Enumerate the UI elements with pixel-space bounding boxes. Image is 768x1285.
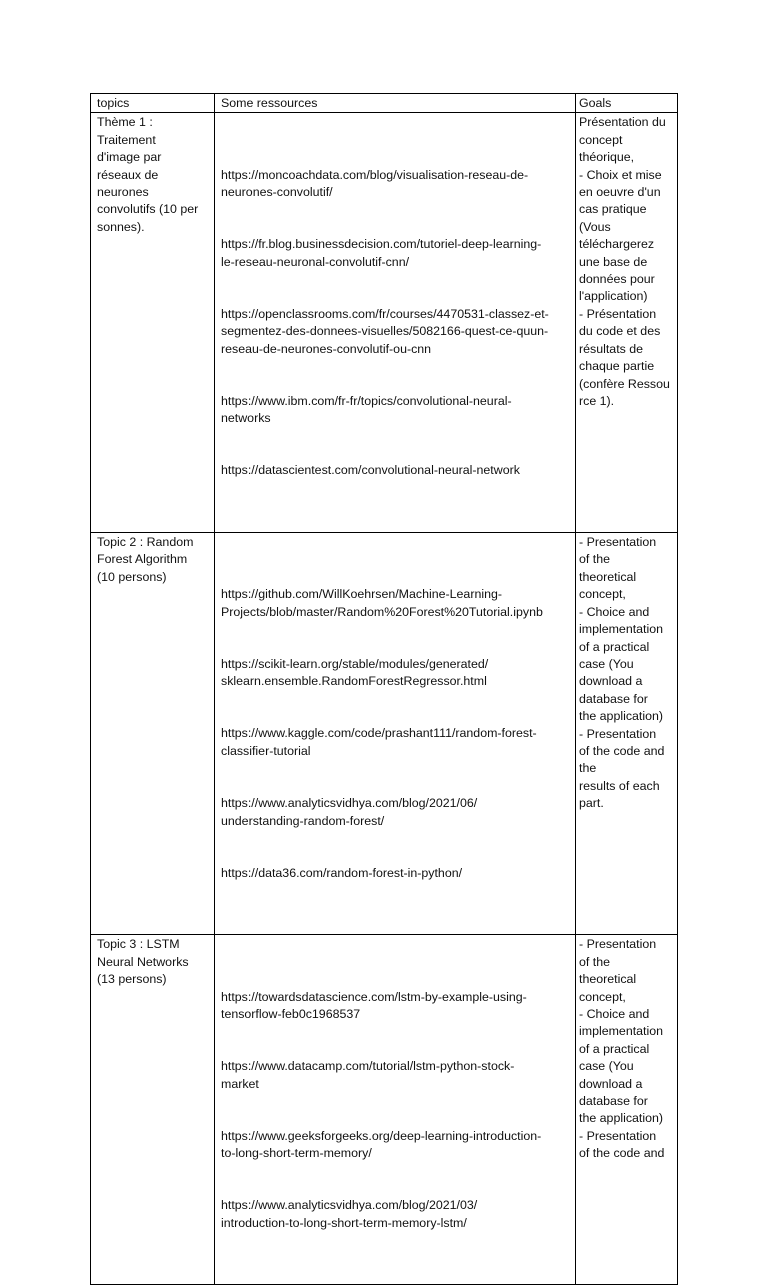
table-row	[91, 533, 678, 935]
resource-link[interactable]: https://github.com/WillKoehrsen/Machine-Learning- Projects/blob/master/Random%20Forest%20Tutorial.ipynb	[221, 587, 543, 619]
table-row	[91, 935, 678, 1285]
header-resources: Some ressources	[215, 94, 576, 113]
topic-cell: Topic 3 : LSTM Neural Networks (13 persons)	[91, 935, 215, 1285]
resource-link[interactable]: https://www.analyticsvidhya.com/blog/2021/06/ understanding-random-forest/	[221, 796, 478, 828]
header-goals: Goals	[576, 94, 678, 113]
resource-link[interactable]: https://data36.com/random-forest-in-python/	[221, 865, 463, 880]
header-topics: topics	[91, 94, 215, 113]
resource-link[interactable]: https://www.kaggle.com/code/prashant111/random-forest- classifier-tutorial	[221, 726, 537, 758]
goals-cell: - Presentation of the theoretical concept, - Choice and implementation of a practical case (You download a database for the application) - Presentation of the code and the results of each part.	[576, 533, 678, 935]
resources-cell	[215, 113, 576, 533]
resource-link[interactable]: https://openclassrooms.com/fr/courses/4470531-classez-et- segmentez-des-donnees-visuelles/5082166-quest-ce-quun- reseau-de-neurones-convolutif-ou-cnn	[221, 306, 549, 356]
goals-cell: - Presentation of the theoretical concept, - Choice and implementation of a practical case (You download a database for the application) - Presentation of the code and	[576, 935, 678, 1285]
resource-link[interactable]: https://www.ibm.com/fr-fr/topics/convolutional-neural- networks	[221, 393, 512, 426]
resource-link[interactable]: https://www.analyticsvidhya.com/blog/2021/03/ introduction-to-long-short-term-memory-lstm/	[221, 1198, 478, 1230]
topic-cell: Thème 1 : Traitement d'image par réseaux de neurones convolutifs (10 per sonnes).	[91, 113, 215, 533]
table-header-row	[91, 94, 678, 113]
goals-cell: Présentation du concept théorique, - Choix et mise en oeuvre d'un cas pratique (Vous téléchargerez une base de données pour l'application) - Présentation du code et des résultats de chaque partie (confère Ressou rce 1).	[576, 113, 678, 533]
resource-link[interactable]: https://moncoachdata.com/blog/visualisation-reseau-de- neurones-convolutif/	[221, 167, 529, 200]
table-row	[91, 113, 678, 533]
resource-link[interactable]: https://www.geeksforgeeks.org/deep-learning-introduction- to-long-short-term-memory/	[221, 1128, 542, 1161]
resource-link[interactable]: https://towardsdatascience.com/lstm-by-example-using- tensorflow-feb0c1968537	[221, 989, 527, 1021]
topics-table	[90, 93, 678, 1285]
resources-cell	[215, 935, 576, 1285]
resource-link[interactable]: https://scikit-learn.org/stable/modules/generated/ sklearn.ensemble.RandomForestRegressor.html	[221, 656, 489, 689]
resources-cell	[215, 533, 576, 935]
topic-cell: Topic 2 : Random Forest Algorithm (10 persons)	[91, 533, 215, 935]
resource-link[interactable]: https://datascientest.com/convolutional-neural-network	[221, 463, 520, 478]
resource-link[interactable]: https://fr.blog.businessdecision.com/tutoriel-deep-learning- le-reseau-neuronal-convolutif-cnn/	[221, 237, 542, 269]
resource-link[interactable]: https://www.datacamp.com/tutorial/lstm-python-stock- market	[221, 1059, 515, 1091]
